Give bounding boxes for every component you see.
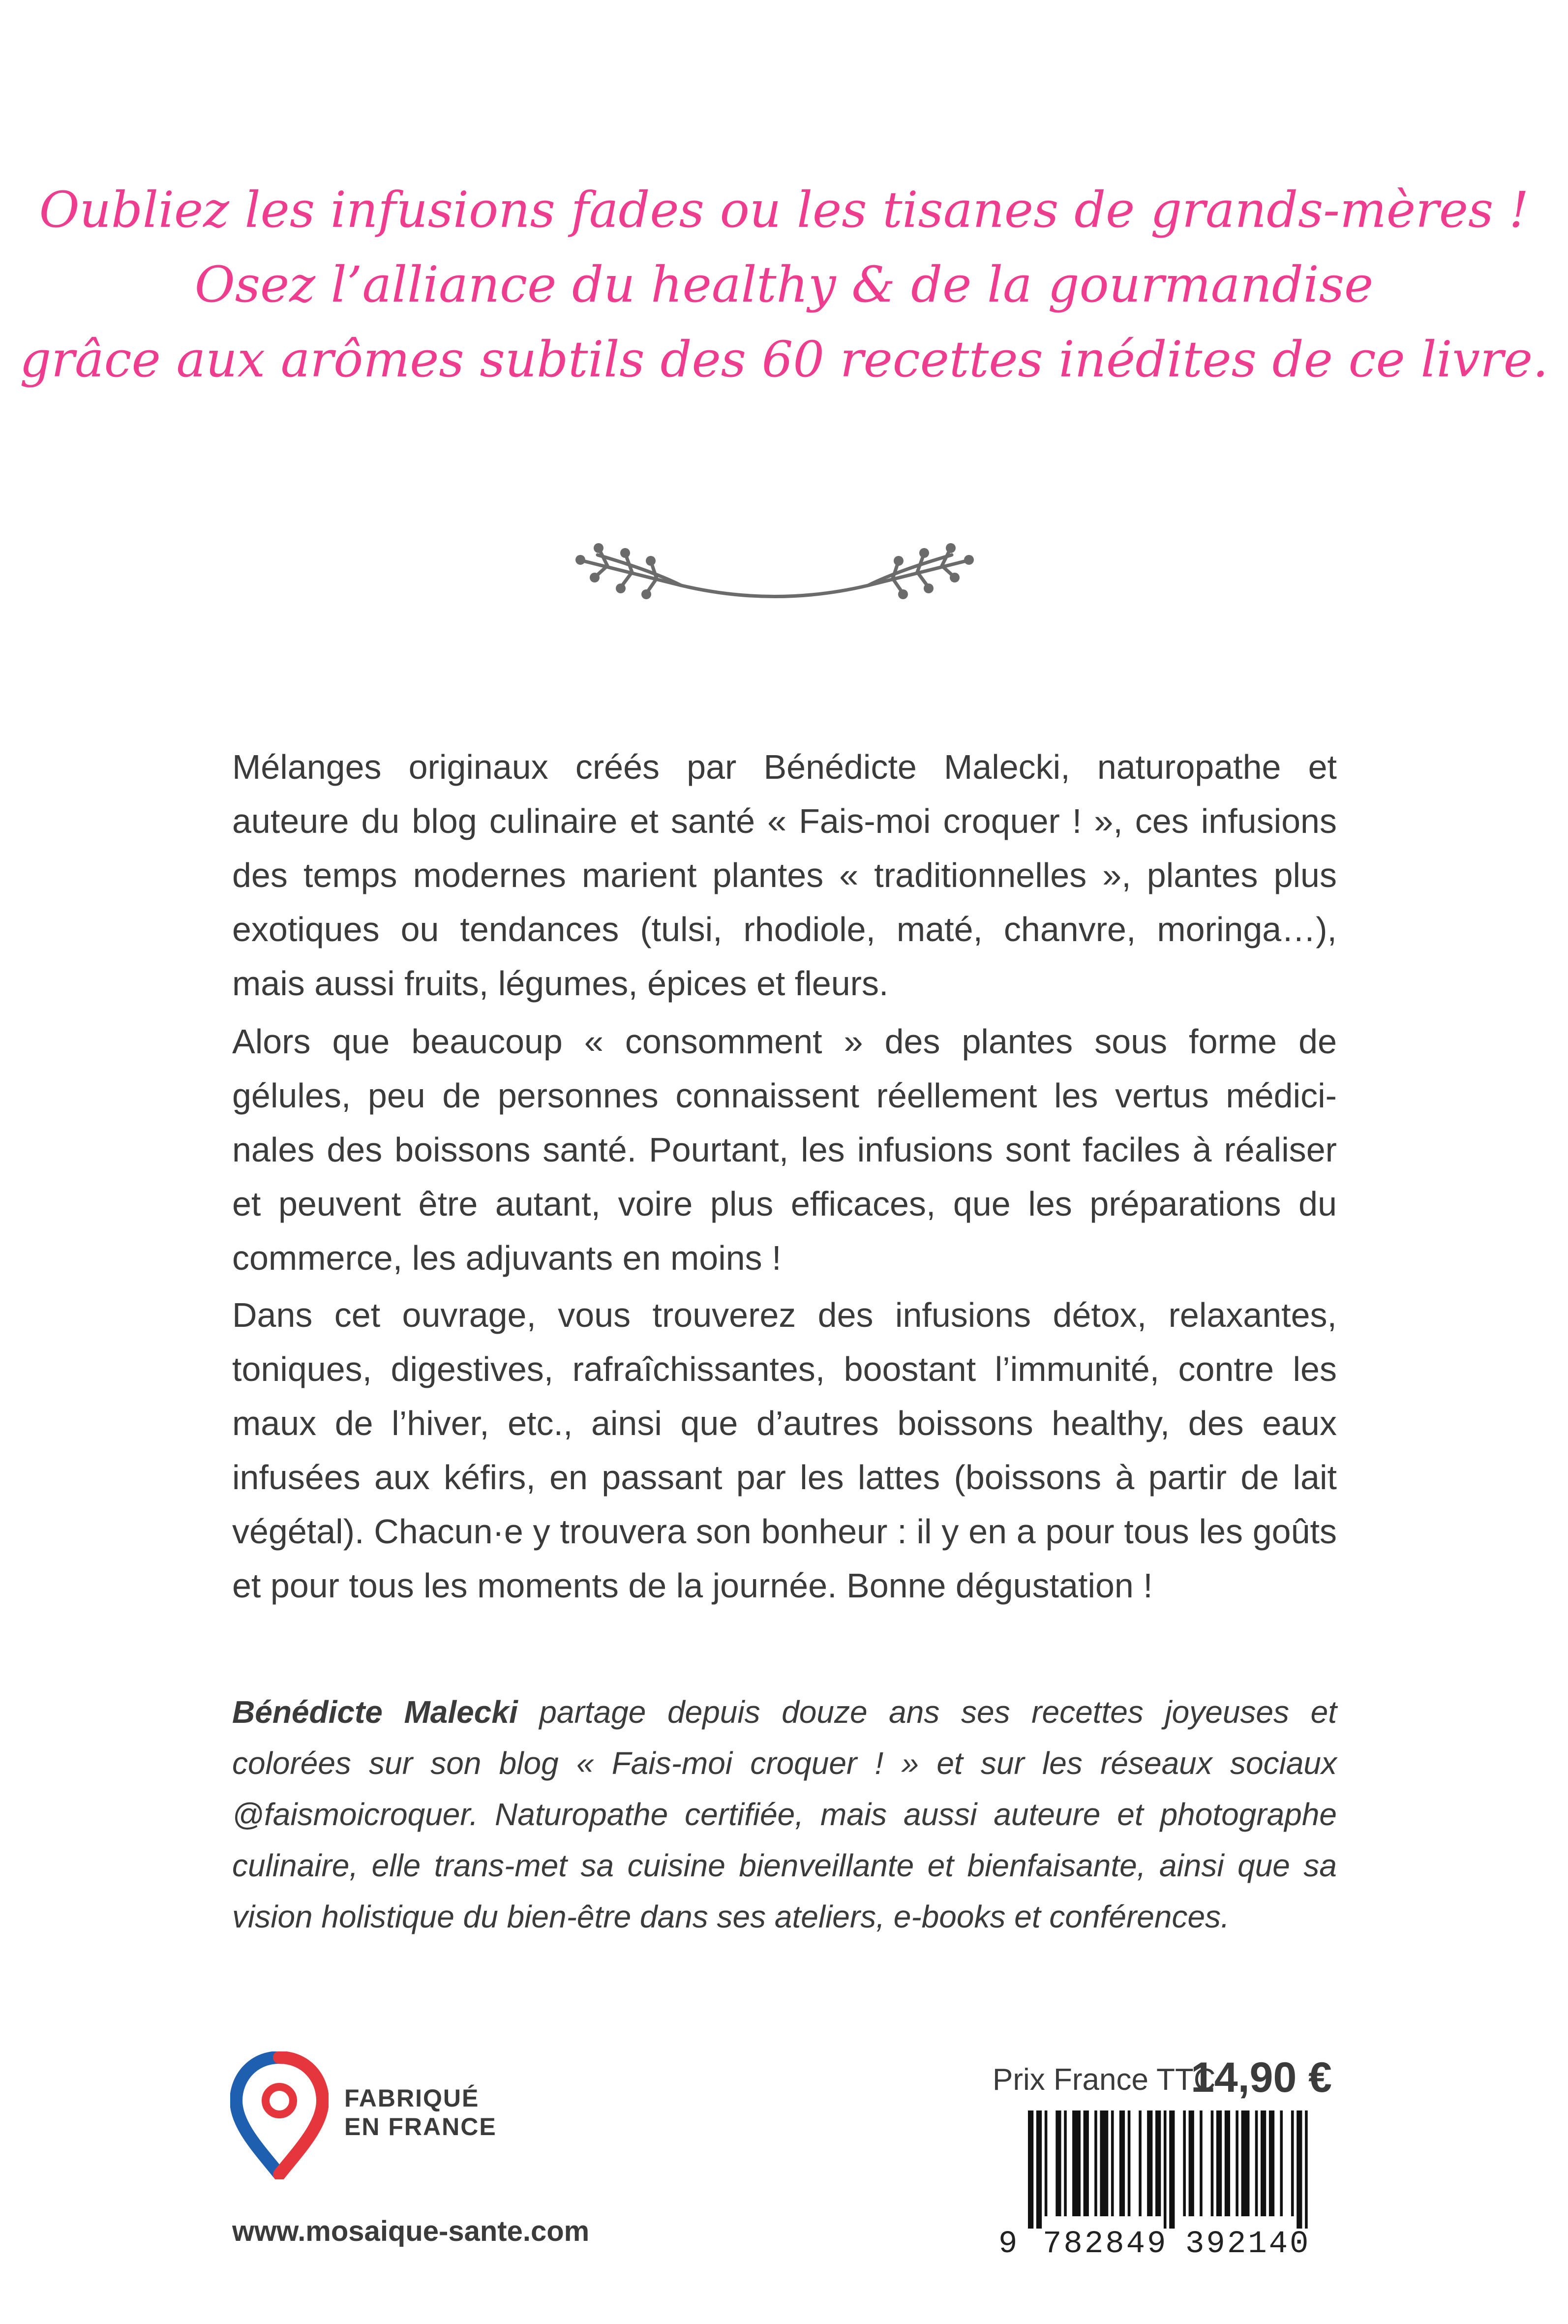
barcode-bar bbox=[1139, 2110, 1142, 2216]
barcode-bar bbox=[1236, 2110, 1238, 2216]
description-paragraph: Alors que beaucoup « consomment » des plantes sous forme de gélules, peu de personnes connaissent réellement les vertus médici-nales des boissons santé. Pourtant, les infusions sont faciles à réaliser et peuvent être autant, voire plus efficaces, que les préparations du commerce, les adjuvants en moins ! bbox=[232, 1022, 1337, 1277]
barcode-bar bbox=[1255, 2110, 1258, 2216]
badge-line-2: EN FRANCE bbox=[344, 2113, 497, 2141]
barcode-bar bbox=[1164, 2110, 1167, 2229]
barcode-bar bbox=[1045, 2110, 1048, 2216]
barcode-bar bbox=[1100, 2110, 1108, 2216]
author-name: Bénédicte Malecki bbox=[232, 1694, 518, 1730]
author-bio bbox=[232, 1686, 1337, 1942]
barcode-bar bbox=[1189, 2110, 1194, 2216]
badge-line-1: FABRIQUÉ bbox=[344, 2084, 480, 2112]
barcode-bar bbox=[1111, 2110, 1114, 2216]
barcode-bar bbox=[1200, 2110, 1203, 2216]
barcode-lead-digit: 9 bbox=[998, 2227, 1018, 2262]
barcode-bar bbox=[1183, 2110, 1186, 2216]
barcode-bar bbox=[1291, 2110, 1294, 2216]
barcode-bar bbox=[1128, 2110, 1131, 2216]
price-box bbox=[984, 2049, 1337, 2108]
price-label: Prix France TTC bbox=[993, 2063, 1216, 2097]
map-pin-france-icon bbox=[230, 2051, 329, 2179]
barcode-bar bbox=[1028, 2110, 1033, 2229]
description-paragraph: Dans cet ouvrage, vous trouverez des infusions détox, relaxantes, toniques, digestives, rafraîchissantes, boostant l’immunité, contre les maux de l’hiver, etc., ainsi que d’autres boissons healthy, des eaux infusées aux kéfirs, en passant par les lattes (boissons à partir de lait végétal). Chacun·e y trouvera son bonheur : il y en a pour tous les goûts et pour tous les moments de la journée. Bonne dégustation ! bbox=[232, 1296, 1337, 1605]
description-paragraph: Mélanges originaux créés par Bénédicte Malecki, naturopathe et auteure du blog culinaire et santé « Fais-moi croquer ! », ces infusions des temps modernes marient plantes « traditionnelles », plantes plus exotiques ou tendances (tulsi, rhodiole, maté, chanvre, moringa…), mais aussi fruits, légumes, épices et fleurs. bbox=[232, 748, 1337, 1003]
author-bio-text: partage depuis douze ans ses recettes joyeuses et colorées sur son blog « Fais-moi croquer ! » et sur les réseaux sociaux @faismoicroquer. Naturopathe certifiée, mais aussi auteure et photographe culinaire, elle trans-met sa cuisine bienveillante et bienfaisante, ainsi que sa vision holistique du bien-être dans ses ateliers, e-books et conférences. bbox=[232, 1694, 1337, 1934]
barcode-bar bbox=[1269, 2110, 1274, 2216]
barcode-bar bbox=[1055, 2110, 1061, 2216]
barcode-bar bbox=[1036, 2110, 1042, 2229]
tagline-line-1: Oubliez les infusions fades ou les tisanes de grands-mères ! bbox=[39, 181, 1529, 239]
barcode-bar bbox=[1261, 2110, 1266, 2216]
barcode-right-digits: 392140 bbox=[1185, 2227, 1311, 2262]
tagline-line-3: grâce aux arômes subtils des 60 recettes inédites de ce livre. bbox=[20, 331, 1548, 388]
barcode-bar bbox=[1064, 2110, 1067, 2216]
price-value: 14,90 € bbox=[1191, 2054, 1332, 2101]
barcode-bar bbox=[1169, 2110, 1175, 2229]
barcode-icon bbox=[1028, 2110, 1313, 2229]
barcode-bar bbox=[1241, 2110, 1250, 2216]
barcode-bar bbox=[1155, 2110, 1161, 2216]
barcode-bar bbox=[1211, 2110, 1214, 2216]
barcode-bar bbox=[1119, 2110, 1125, 2216]
barcode-bar bbox=[1084, 2110, 1089, 2216]
made-in-france-badge bbox=[344, 2084, 497, 2141]
barcode-bar bbox=[1147, 2110, 1152, 2216]
barcode-bar bbox=[1225, 2110, 1230, 2216]
barcode-left-digits: 782849 bbox=[1043, 2227, 1168, 2262]
barcode-bar bbox=[1305, 2110, 1308, 2229]
barcode-bar bbox=[1094, 2110, 1097, 2216]
branch-garland-icon bbox=[553, 517, 996, 615]
barcode-bar bbox=[1216, 2110, 1222, 2216]
tagline-line-2: Osez l’alliance du healthy & de la gourmandise bbox=[194, 256, 1374, 313]
barcode-bar bbox=[1072, 2110, 1081, 2216]
publisher-website[interactable]: www.mosaique-sante.com bbox=[232, 2215, 590, 2247]
barcode-bar bbox=[1297, 2110, 1302, 2229]
barcode-bar bbox=[1280, 2110, 1283, 2216]
isbn-barcode bbox=[998, 2110, 1323, 2268]
